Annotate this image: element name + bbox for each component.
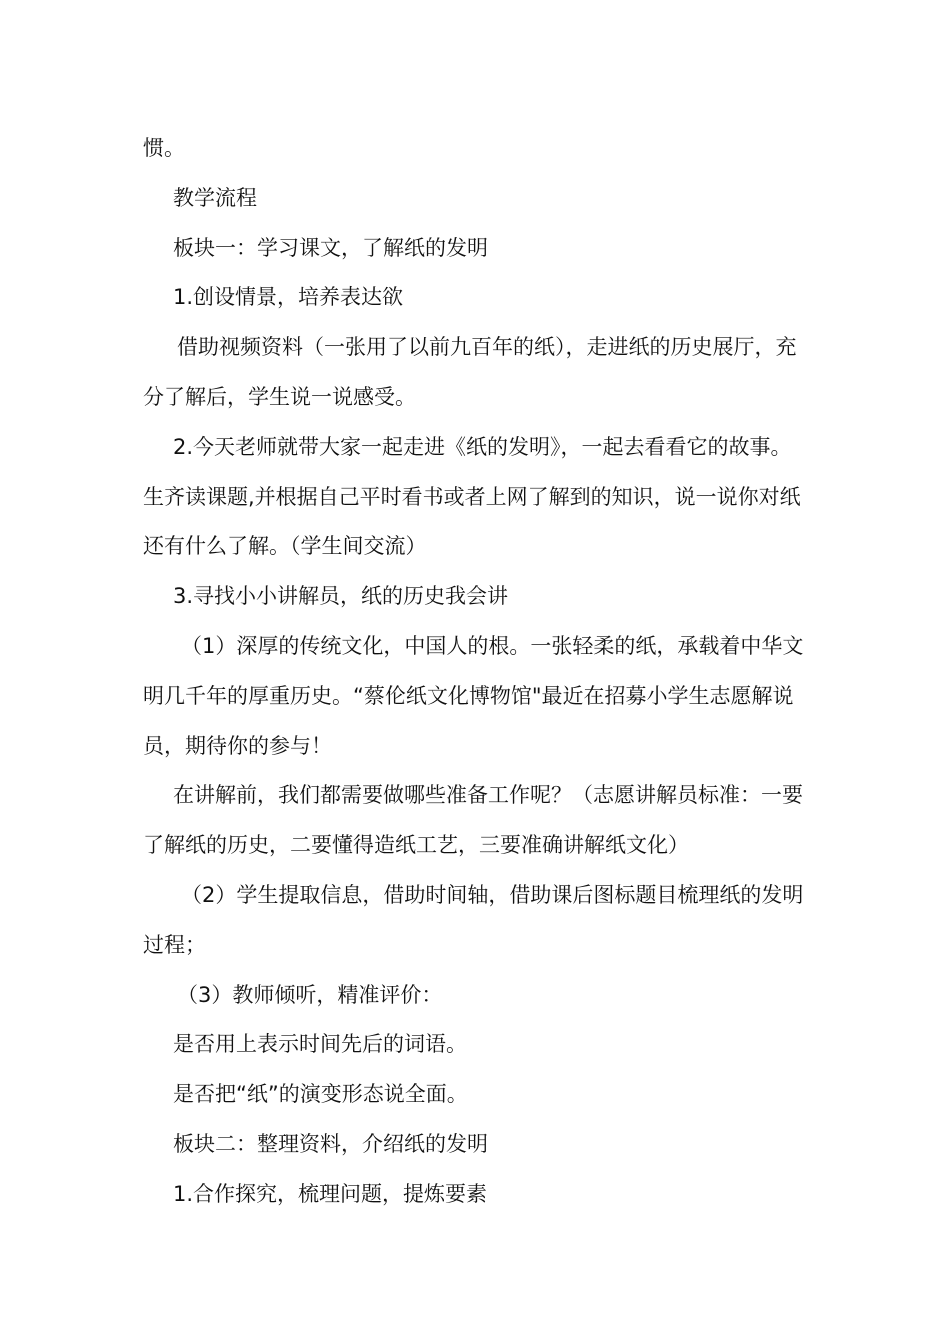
- step-heading-1: 1.创设情景，培养表达欲: [173, 285, 404, 310]
- document-body: [143, 124, 811, 1220]
- paragraph-video-material: 借助视频资料（一张用了以前九百年的纸），走进纸的历史展厅，充分了解后，学生说一说感受。: [143, 335, 797, 409]
- section-heading-teaching-process: 教学流程: [173, 185, 257, 210]
- section-heading-block-two: 板块二：整理资料，介绍纸的发明: [173, 1131, 488, 1156]
- paragraph-sub-3: （3）教师倾听，精准评价：: [177, 982, 443, 1007]
- paragraph-preparation: 在讲解前，我们都需要做哪些准备工作呢？（志愿讲解员标准：一要了解纸的历史，二要懂得造纸工艺，三要准确讲解纸文化）: [143, 783, 803, 858]
- paragraph-sub-2: （2）学生提取信息，借助时间轴，借助课后图标题目梳理纸的发明过程；: [143, 882, 804, 957]
- paragraph-step-2: 2.今天老师就带大家一起走进《纸的发明》，一起去看看它的故事。生齐读课题,并根据自己平时看书或者上网了解到的知识，说一说你对纸还有什么了解。（学生间交流）: [143, 434, 801, 559]
- paragraph-continuation: 惯。: [143, 136, 185, 160]
- section-heading-block-one: 板块一：学习课文，了解纸的发明: [173, 235, 488, 260]
- step-heading-3: 3.寻找小小讲解员，纸的历史我会讲: [173, 584, 509, 609]
- paragraph-criterion-1: 是否用上表示时间先后的词语。: [173, 1032, 467, 1057]
- step-heading-block-two-1: 1.合作探究，梳理问题，提炼要素: [173, 1181, 488, 1206]
- paragraph-sub-1: （1）深厚的传统文化，中国人的根。一张轻柔的纸，承载着中华文明几千年的厚重历史。“蔡伦纸文化博物馆"最近在招募小学生志愿解说员，期待你的参与！: [143, 633, 804, 758]
- paragraph-criterion-2: 是否把“纸”的演变形态说全面。: [173, 1082, 468, 1107]
